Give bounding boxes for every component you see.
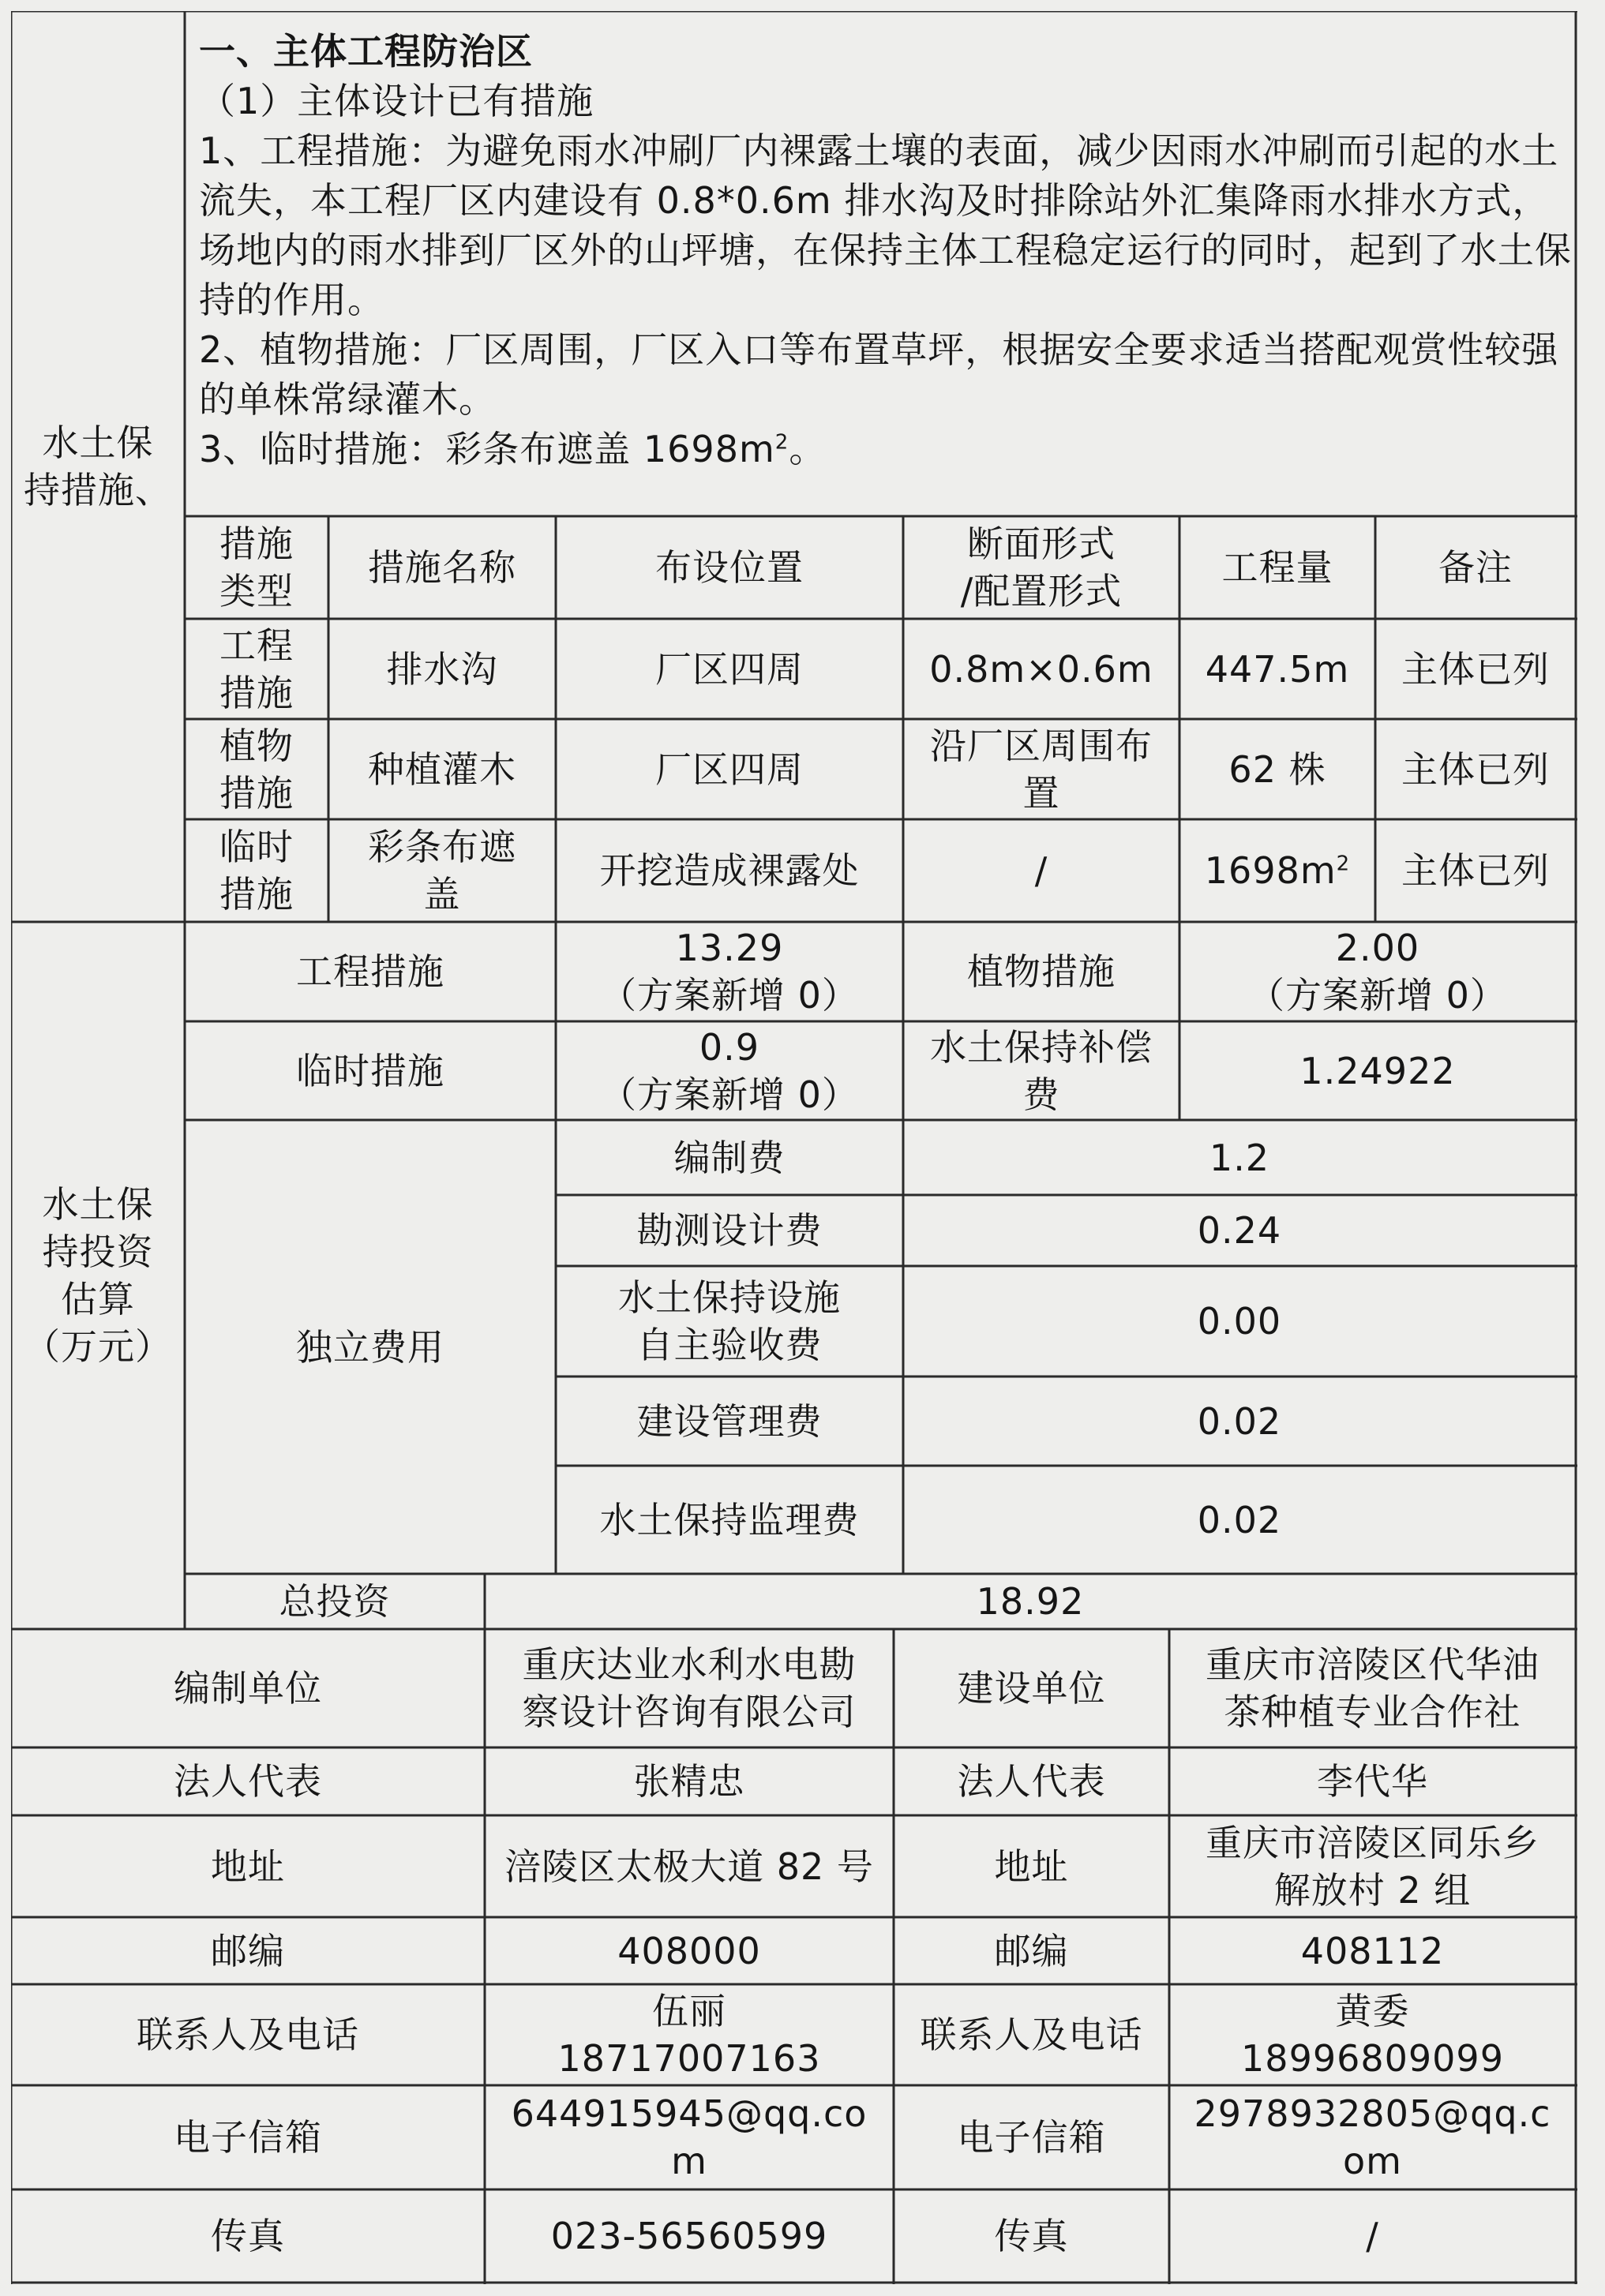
cell-text: 独立费用: [296, 1325, 444, 1369]
cell-text: 地址: [994, 1845, 1069, 1888]
row-engineering-quantity: [1179, 619, 1375, 719]
row-plant-type: [185, 719, 328, 819]
cell-text: 邮编: [994, 1929, 1069, 1972]
cell-text: 644915945@qq.co: [511, 2092, 868, 2135]
cell-text: 0.8m×0.6m: [929, 647, 1153, 691]
cell-text: 18.92: [976, 1580, 1085, 1623]
postcode-value: [485, 1917, 894, 1984]
paragraph-temporary: [199, 425, 1573, 474]
header-text: /配置形式: [960, 570, 1123, 612]
client-email-value: [1169, 2085, 1576, 2189]
fax-value: [485, 2189, 894, 2283]
cell-text: om: [1343, 2140, 1402, 2182]
cell-text: 措施: [219, 671, 294, 714]
cell-text: 总投资: [279, 1580, 391, 1623]
cell-text: 电子信箱: [174, 2116, 322, 2159]
measures-description: [199, 27, 1573, 474]
header-quantity: [1179, 516, 1375, 619]
temporary-cost-label: [185, 1021, 556, 1120]
side-label-line: 持投资: [42, 1230, 154, 1273]
cell-text: 排水沟: [386, 647, 498, 691]
cell-text: /: [1366, 2215, 1379, 2257]
header-section-form: [903, 516, 1179, 619]
cell-text: 联系人及电话: [137, 2013, 359, 2056]
legal-rep-value: [485, 1747, 894, 1815]
cell-text: 传真: [994, 2215, 1069, 2257]
client-contact-label: [894, 1984, 1169, 2085]
row-temporary-name: [328, 819, 556, 922]
cell-text: 建设单位: [957, 1667, 1106, 1710]
compiler-unit-label: [11, 1629, 485, 1747]
cell-text: 传真: [211, 2215, 285, 2257]
header-text: 措施: [219, 522, 294, 565]
cell-text: 0.00: [1197, 1300, 1282, 1343]
acceptance-fee-label: [556, 1266, 903, 1376]
cell-text: 勘测设计费: [636, 1209, 823, 1252]
compilation-fee-label: [556, 1120, 903, 1195]
cell-text: 18717007163: [557, 2037, 821, 2080]
supervision-fee-value: [903, 1466, 1576, 1574]
cell-text: 0.9: [699, 1025, 760, 1069]
fax-label: [11, 2189, 485, 2283]
paragraph-plant: 2、植物措施：厂区周围，厂区入口等布置草坪，根据安全要求适当搭配观赏性较强的单株常绿灌木。: [199, 328, 1559, 421]
cell-text: 种植灌木: [368, 747, 516, 791]
cell-text: 伍丽: [652, 1990, 726, 2032]
construction-management-fee-label: [556, 1376, 903, 1466]
compilation-fee-value: [903, 1120, 1576, 1195]
client-postcode-label: [894, 1917, 1169, 1984]
header-measure-name: [328, 516, 556, 619]
cell-text: 自主验收费: [636, 1324, 823, 1366]
cell-text: 0.24: [1197, 1209, 1282, 1252]
compiler-unit-value: [485, 1629, 894, 1747]
cell-text: 62 株: [1228, 747, 1326, 791]
cell-text: 张精忠: [633, 1760, 745, 1803]
cell-text: 法人代表: [957, 1760, 1106, 1803]
side-label-line: 水土保: [42, 421, 154, 464]
cell-text: 重庆达业水利水电勘: [522, 1643, 857, 1686]
row-plant-form: [903, 719, 1179, 819]
cell-text: 编制单位: [174, 1667, 322, 1710]
cell-text: 植物: [219, 724, 294, 767]
row-engineering-type: [185, 619, 328, 719]
acceptance-fee-value: [903, 1266, 1576, 1376]
cell-text: 彩条布遮: [368, 826, 516, 868]
cell-text: 临时措施: [296, 1049, 444, 1092]
side-label-line: 持措施、: [24, 469, 172, 511]
cell-text: 地址: [211, 1845, 285, 1888]
header-text: 断面形式: [967, 522, 1116, 565]
cell-text: 0.02: [1197, 1399, 1282, 1443]
client-fax-value: [1169, 2189, 1576, 2283]
cell-text: 厂区四周: [655, 647, 804, 691]
section-subheading: （1）主体设计已有措施: [199, 80, 594, 122]
engineering-cost-label: [185, 922, 556, 1021]
cell-text: 法人代表: [174, 1760, 322, 1803]
row-engineering-remark: [1375, 619, 1576, 719]
header-location: [556, 516, 903, 619]
row-plant-location: [556, 719, 903, 819]
cell-text: 13.29: [675, 927, 784, 969]
cell-text: 水土保持监理费: [599, 1498, 860, 1541]
row-temporary-form: [903, 819, 1179, 922]
cell-text: 18996809099: [1241, 2037, 1504, 2080]
cell-text: 植物措施: [967, 950, 1116, 993]
cell-text: 开挖造成裸露处: [599, 849, 860, 892]
construction-management-fee-value: [903, 1376, 1576, 1466]
compensation-fee-value: [1179, 1021, 1576, 1120]
cell-text: 联系人及电话: [920, 2013, 1143, 2056]
client-postcode-value: [1169, 1917, 1576, 1984]
email-value: [485, 2085, 894, 2189]
row-engineering-form: [903, 619, 1179, 719]
cell-text: 置: [1022, 771, 1060, 815]
client-fax-label: [894, 2189, 1169, 2283]
legal-rep-label: [11, 1747, 485, 1815]
cell-text: 措施: [219, 873, 294, 916]
cell-text: 主体已列: [1401, 849, 1550, 892]
cell-text: 水土保持补偿: [930, 1025, 1153, 1069]
contact-value: [485, 1984, 894, 2085]
email-label: [11, 2085, 485, 2189]
row-engineering-location: [556, 619, 903, 719]
superscript: 2: [774, 430, 789, 455]
cell-text: 电子信箱: [957, 2116, 1106, 2159]
row-plant-name: [328, 719, 556, 819]
form-sheet: [11, 11, 1577, 2284]
cell-text: 盖: [423, 873, 461, 916]
cell-text: m: [671, 2140, 707, 2182]
cell-text: 2978932805@qq.c: [1194, 2092, 1551, 2135]
header-text: 布设位置: [655, 546, 804, 589]
cell-text: 涪陵区太极大道 82 号: [504, 1845, 874, 1888]
postcode-label: [11, 1917, 485, 1984]
row-temporary-remark: [1375, 819, 1576, 922]
temporary-text: 3、临时措施：彩条布遮盖 1698m: [199, 428, 775, 470]
total-investment-value: [485, 1574, 1576, 1629]
cell-text: 023-56560599: [550, 2215, 828, 2257]
contact-label: [11, 1984, 485, 2085]
survey-design-fee-value: [903, 1195, 1576, 1266]
cell-text: 工程: [219, 624, 294, 667]
cell-text: 邮编: [211, 1929, 285, 1972]
cell-text: 工程措施: [296, 950, 444, 993]
client-contact-value: [1169, 1984, 1576, 2085]
header-text: 措施名称: [368, 546, 516, 589]
cell-text: 费: [1022, 1073, 1060, 1116]
cell-text: 重庆市涪陵区代华油: [1206, 1643, 1539, 1686]
client-address-value: [1169, 1815, 1576, 1917]
header-remark: [1375, 516, 1576, 619]
cell-text: /: [1034, 849, 1048, 892]
soil-conservation-measures-label: [11, 11, 185, 922]
plant-cost-value: [1179, 922, 1576, 1021]
temporary-text-end: 。: [789, 428, 827, 470]
section-heading: 一、主体工程防治区: [199, 30, 533, 73]
plant-cost-label: [903, 922, 1179, 1021]
row-temporary-quantity: [1179, 819, 1375, 922]
client-email-label: [894, 2085, 1169, 2189]
row-temporary-location: [556, 819, 903, 922]
cell-text: 茶种植专业合作社: [1224, 1691, 1521, 1733]
cell-text: （方案新增 0）: [600, 1073, 859, 1116]
header-text: 工程量: [1221, 546, 1333, 589]
row-temporary-type: [185, 819, 328, 922]
cell-text: 重庆市涪陵区同乐乡: [1206, 1821, 1539, 1864]
construction-unit-value: [1169, 1629, 1576, 1747]
compensation-fee-label: [903, 1021, 1179, 1120]
investment-estimate-label: [11, 922, 185, 1629]
cell-text: 建设管理费: [636, 1399, 823, 1443]
side-label-line: 估算: [61, 1278, 135, 1320]
cell-text: （方案新增 0）: [600, 974, 859, 1017]
row-plant-quantity: [1179, 719, 1375, 819]
side-label-line: 水土保: [42, 1183, 154, 1226]
superscript: 2: [1336, 852, 1351, 876]
client-legal-rep-label: [894, 1747, 1169, 1815]
cell-text: （方案新增 0）: [1248, 974, 1507, 1017]
cell-text: 1.2: [1209, 1136, 1270, 1179]
independent-fees-label: [185, 1120, 556, 1574]
header-text: 备注: [1438, 546, 1513, 589]
cell-text: 察设计咨询有限公司: [522, 1691, 857, 1733]
cell-text: 447.5m: [1205, 647, 1350, 691]
client-legal-rep-value: [1169, 1747, 1576, 1815]
cell-text: 2.00: [1335, 927, 1420, 969]
cell-text: 408112: [1300, 1929, 1445, 1972]
cell-text: 解放村 2 组: [1273, 1868, 1472, 1912]
cell-text: 1.24922: [1299, 1049, 1456, 1092]
cell-text: 0.02: [1197, 1498, 1282, 1541]
header-text: 类型: [219, 570, 294, 612]
cell-text: 沿厂区周围布: [930, 724, 1153, 767]
supervision-fee-label: [556, 1466, 903, 1574]
cell-text: 措施: [219, 771, 294, 815]
survey-design-fee-label: [556, 1195, 903, 1266]
row-engineering-name: [328, 619, 556, 719]
side-label-line: （万元）: [24, 1325, 172, 1368]
cell-text: 1698m: [1204, 849, 1337, 892]
cell-text: 主体已列: [1401, 747, 1550, 791]
address-label: [11, 1815, 485, 1917]
cell-text: 黄委: [1335, 1990, 1410, 2032]
cell-text: 厂区四周: [655, 747, 804, 791]
cell-text: 水土保持设施: [618, 1276, 841, 1319]
address-value: [485, 1815, 894, 1917]
cell-text: 编制费: [673, 1136, 786, 1179]
paragraph-engineering: 1、工程措施：为避免雨水冲刷厂内裸露土壤的表面，减少因雨水冲刷而引起的水土流失，本工程厂区内建设有 0.8*0.6m 排水沟及时排除站外汇集降雨水排水方式，场地内的雨水排到厂区外的山坪塘，在保持主体工程稳定运行的同时，起到了水土保持的作用。: [199, 129, 1572, 321]
header-measure-type: [185, 516, 328, 619]
temporary-cost-value: [556, 1021, 903, 1120]
cell-text: 主体已列: [1401, 647, 1550, 691]
row-plant-remark: [1375, 719, 1576, 819]
cell-text: 408000: [617, 1929, 761, 1972]
cell-text: 临时: [219, 826, 294, 868]
engineering-cost-value: [556, 922, 903, 1021]
construction-unit-label: [894, 1629, 1169, 1747]
total-investment-label: [185, 1574, 485, 1629]
cell-text: 李代华: [1317, 1760, 1428, 1803]
client-address-label: [894, 1815, 1169, 1917]
